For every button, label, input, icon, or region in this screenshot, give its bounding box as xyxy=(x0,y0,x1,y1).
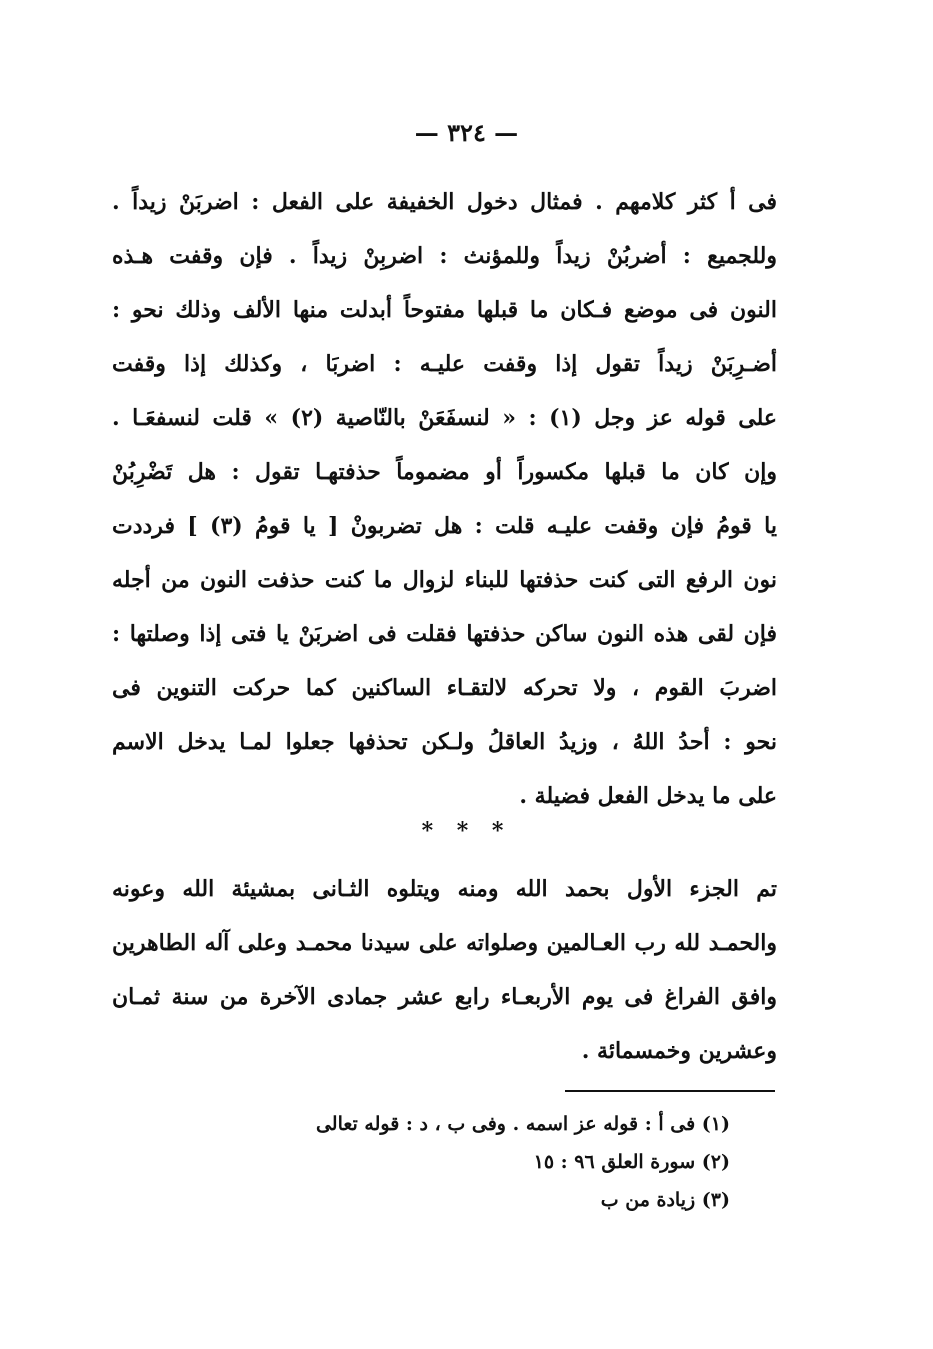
text-line: نحو : أحدُ اللهُ ، وزيدُ العاقلُ ولـكن تحذفها جعلوا لمـا يدخل الاسم xyxy=(112,729,777,755)
colophon-line: وافق الفراغ فى يوم الأربعـاء رابع عشر جمادى الآخرة من سنة ثمـان xyxy=(112,984,777,1010)
footnote: (١) فى أ : قوله عز اسمه . وفى ب ، د : قوله تعالى xyxy=(315,1113,730,1135)
colophon-line: تم الجزء الأول بحمد الله ومنه ويتلوه الثـانى بمشيئة الله وعونه xyxy=(112,876,777,902)
text-line: على ما يدخل الفعل فضيلة . xyxy=(519,783,777,809)
text-line: اضربَ القوم ، ولا تحركه لالتقـاء الساكنين كما حركت التنوين فى xyxy=(112,675,777,701)
text-line: وللجميع : أضربُنْ زيداً وللمؤنث : اضربِنْ زيداً . فإن وقفت هـذه xyxy=(112,243,777,269)
colophon xyxy=(112,862,777,1078)
text-line: على قوله عز وجل (١) : « لنسفَعَنْ بالنّاصية (٢) » قلت لنسفعَـا . xyxy=(112,405,777,431)
footnote: (٢) سورة العلق ٩٦ : ١٥ xyxy=(533,1151,730,1173)
text-line: فى أ كثر كلامهم . فمثال دخول الخفيفة على الفعل : اضربَنْ زيداً . xyxy=(112,189,777,215)
colophon-line: والحمـد لله رب العـالمين وصلواته على سيدنا محمـد وعلى آله الطاهرين xyxy=(112,930,777,956)
footnotes xyxy=(300,1105,730,1219)
main-text xyxy=(112,175,777,823)
page-number: — ٣٢٤ — xyxy=(414,118,519,147)
text-line: النون فى موضع فـكان ما قبلها مفتوحاً أبدلت منها الألف وذلك نحو : xyxy=(112,297,777,323)
text-line: أضـرِبَنْ زيداً تقول إذا وقفت عليـه : اضربَا ، وكذلك إذا وقفت xyxy=(112,351,777,377)
colophon-line: وعشرين وخمسمائة . xyxy=(581,1038,777,1064)
section-separator: * * * xyxy=(421,818,512,844)
text-line: يا قومُ فإن وقفت عليـه قلت : هل تضربونْ [ يا قومُ (٣) ] فرددت xyxy=(112,513,777,539)
footnote-rule xyxy=(565,1090,775,1092)
text-line: نون الرفع التى كنت حذفتها للبناء لزوال ما كنت حذفت النون من أجله xyxy=(112,567,777,593)
text-line: وإن كان ما قبلها مكسوراً أو مضموماً حذفتهـا تقول : هل تَضْرِبُنْ xyxy=(112,459,777,485)
text-line: فإن لقى هذه النون ساكن حذفتها فقلت فى اضربَنْ يا فتى إذا وصلتها : xyxy=(112,621,777,647)
footnote: (٣) زيادة من ب xyxy=(600,1189,730,1211)
